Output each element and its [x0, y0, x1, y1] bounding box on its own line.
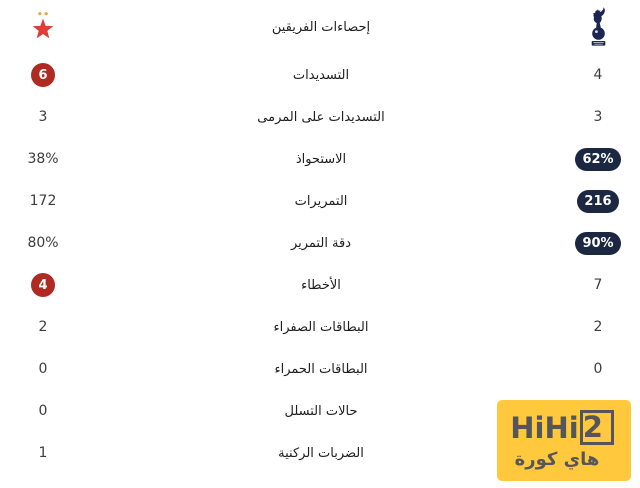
left-team-value-cell [0, 63, 86, 87]
right-team-value-cell [556, 361, 640, 377]
hihi2-watermark [497, 400, 631, 481]
stat-label-cell [86, 194, 556, 209]
left-team-value-cell [0, 235, 86, 251]
left-team-value: 38% [27, 151, 59, 167]
stat-label: دقة التمرير [290, 235, 352, 251]
left-team-value: 3 [38, 109, 48, 125]
left-team-value: 0 [38, 361, 48, 377]
stat-row [0, 348, 640, 390]
stat-label: التسديدات [292, 67, 350, 83]
right-team-logo [556, 0, 640, 54]
stat-label: حالات التسلل [284, 403, 358, 419]
stat-label: الأخطاء [301, 277, 341, 293]
stat-label: الاستحواذ [295, 151, 347, 167]
right-team-value-cell [556, 109, 640, 125]
right-team-value: 7 [593, 277, 603, 293]
left-team-value: 0 [38, 403, 48, 419]
stat-label: البطاقات الصفراء [273, 319, 369, 335]
stat-row [0, 180, 640, 222]
left-team-value: 80% [27, 235, 59, 251]
hihi2-logo-text: HiHi [510, 411, 579, 445]
left-team-value-cell [0, 109, 86, 125]
stat-label-cell [86, 110, 556, 125]
stats-title: إحصاءات الفريقين [271, 19, 371, 35]
stat-label: البطاقات الحمراء [274, 361, 368, 377]
left-team-value-cell [0, 151, 86, 167]
left-team-logo [0, 0, 86, 54]
right-team-value: 62% [575, 148, 620, 171]
left-team-value-cell [0, 403, 86, 419]
right-team-value-cell [556, 277, 640, 293]
stat-label: الضربات الركنية [278, 445, 364, 461]
left-team-value: 4 [31, 273, 55, 297]
stat-label-cell [86, 446, 556, 461]
stat-label: التمريرات [294, 193, 348, 209]
left-team-value: 2 [38, 319, 48, 335]
hihi2-subtitle: هاي كورة [514, 449, 600, 470]
stat-label-cell [86, 362, 556, 377]
stat-row [0, 96, 640, 138]
stat-label: التسديدات على المرمى [257, 109, 385, 125]
left-team-value-cell [0, 273, 86, 297]
right-team-value: 3 [593, 109, 603, 125]
right-team-value-cell [556, 232, 640, 255]
right-team-value: 90% [575, 232, 620, 255]
stat-row [0, 222, 640, 264]
left-team-value: 172 [29, 193, 57, 209]
stat-label-cell [86, 68, 556, 83]
stat-label-cell [86, 278, 556, 293]
stat-row [0, 264, 640, 306]
left-team-value: 1 [38, 445, 48, 461]
stat-label-cell [86, 152, 556, 167]
right-team-value: 216 [577, 190, 618, 213]
right-team-value-cell [556, 190, 640, 213]
right-team-value-cell [556, 319, 640, 335]
left-team-value: 6 [31, 63, 55, 87]
right-team-value: 4 [593, 67, 603, 83]
stat-label-cell [86, 404, 556, 419]
stat-label-cell [86, 236, 556, 251]
hihi2-logo-number: 2 [580, 410, 614, 445]
red-star-crest-icon [28, 7, 58, 47]
left-team-value-cell [0, 193, 86, 209]
stats-header [0, 0, 640, 54]
hihi2-logo [510, 411, 613, 446]
stat-label-cell [86, 320, 556, 335]
right-team-value-cell [556, 67, 640, 83]
right-team-value-cell [556, 148, 640, 171]
stat-row [0, 138, 640, 180]
tottenham-crest-icon [588, 6, 609, 48]
left-team-value-cell [0, 319, 86, 335]
stat-row [0, 54, 640, 96]
right-team-value: 0 [593, 361, 603, 377]
left-team-value-cell [0, 361, 86, 377]
stat-row [0, 306, 640, 348]
right-team-value: 2 [593, 319, 603, 335]
left-team-value-cell [0, 445, 86, 461]
